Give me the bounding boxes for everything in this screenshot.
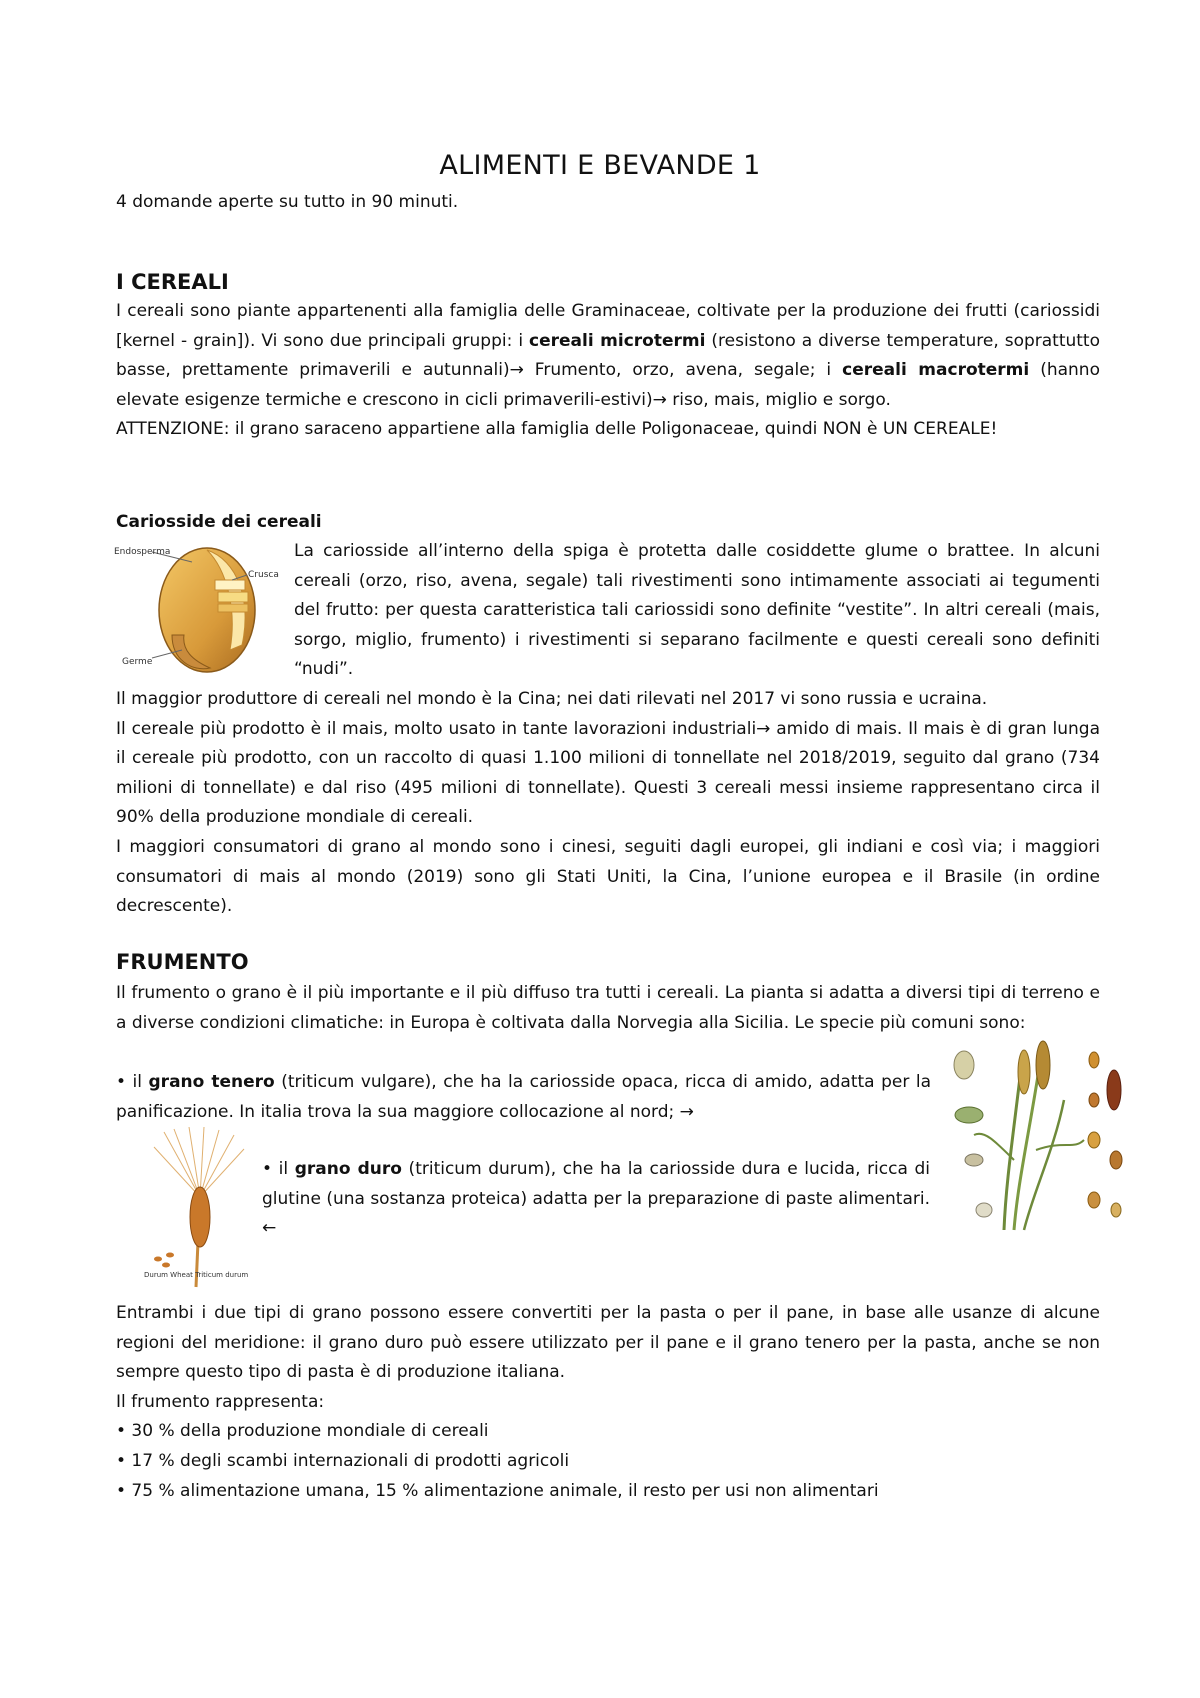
production-paragraph: Il cereale più prodotto è il mais, molto usato in tante lavorazioni industriali→ amido di mais. Il mais è di gran lunga il cereale più prodotto, con un raccolto di quasi 1.100 milioni di tonnellate nel 2018/2019, seguito dal grano (734 milioni di tonnellate) e dal riso (495 milioni di tonnellate). Questi 3 cereali messi insieme rappresentano circa il 90% della produzione mondiale di cereali. bbox=[116, 718, 1100, 828]
consumer-paragraph: I maggiori consumatori di grano al mondo sono i cinesi, seguiti dagli europei, gli indiani e così via; i maggiori consumatori di mais al mondo (2019) sono gli Stati Uniti, la Cina, l’unione europea e il Brasile (in ordine decrescente). bbox=[116, 836, 1100, 917]
cereali-definition bbox=[116, 297, 1100, 415]
attention-note: ATTENZIONE: il grano saraceno appartiene alla famiglia delle Poligonaceae, quindi NON è UN CEREALE! bbox=[116, 419, 998, 440]
label-crusca: Crusca bbox=[248, 570, 279, 580]
subheading-cariosside: Cariosside dei cereali bbox=[116, 512, 322, 532]
term-grano-tenero: grano tenero bbox=[148, 1072, 275, 1092]
page-title: ALIMENTI E BEVANDE 1 bbox=[439, 150, 761, 181]
frumento-intro: Il frumento o grano è il più importante e il più diffuso tra tutti i cereali. La pianta si adatta a diversi tipi di terreno e a diverse condizioni climatiche: in Europa è coltivata dalla Norvegia alla Sicilia. Le specie più comuni sono: bbox=[116, 983, 1100, 1033]
text-run: (triticum vulgare), che ha la cariosside opaca, ricca di amido, adatta per la panificazione. In italia trova la sua maggiore collocazione al nord; → bbox=[116, 1072, 931, 1122]
kernel-diagram bbox=[112, 540, 288, 675]
text-run: I cereali sono piante appartenenti alla famiglia delle Graminaceae, coltivate per la produzione dei frutti (cariossidi [kernel - grain]). Vi sono due principali gruppi: i bbox=[116, 301, 1100, 351]
cereali-stats bbox=[116, 685, 1100, 922]
term-microtermi: cereali microtermi bbox=[529, 330, 706, 351]
frumento-usage bbox=[116, 1299, 1100, 1506]
arrow-left-icon: ← bbox=[262, 1218, 277, 1239]
text-run: (hanno elevate esigenze termiche e crescono in cicli primaverili-estivi)→ riso, mais, miglio e sorgo. bbox=[116, 360, 1100, 410]
durum-caption: Durum Wheat Triticum durum bbox=[144, 1271, 249, 1279]
text-run: (resistono a diverse temperature, soprattutto basse, prettamente primaverili e autunnali)→ Frumento, orzo, avena, segale; i bbox=[116, 330, 1101, 381]
durum-wheat-illustration bbox=[144, 1127, 254, 1289]
stat-bullet: • 30 % della produzione mondiale di cereali bbox=[116, 1421, 489, 1442]
wheat-botanical-illustration bbox=[944, 1040, 1130, 1236]
represents-label: Il frumento rappresenta: bbox=[116, 1391, 325, 1412]
stat-bullet: • 75 % alimentazione umana, 15 % alimentazione animale, il resto per usi non alimentari bbox=[116, 1480, 879, 1501]
grano-tenero-item bbox=[116, 1068, 931, 1127]
producer-paragraph: Il maggior produttore di cereali nel mondo è la Cina; nei dati rilevati nel 2017 vi sono russia e ucraina. bbox=[116, 689, 988, 709]
usage-paragraph: Entrambi i due tipi di grano possono essere convertiti per la pasta o per il pane, in base alle usanze di alcune regioni del meridione: il grano duro può essere utilizzato per il pane e il grano tenero per la pasta, anche se non sempre questo tipo di pasta è di produzione italiana. bbox=[116, 1303, 1100, 1383]
stat-bullet: • 17 % degli scambi internazionali di prodotti agricoli bbox=[116, 1450, 570, 1471]
bullet: • il bbox=[262, 1159, 295, 1179]
page-subtitle: 4 domande aperte su tutto in 90 minuti. bbox=[116, 192, 459, 212]
grano-duro-item bbox=[262, 1155, 930, 1244]
term-grano-duro: grano duro bbox=[294, 1159, 402, 1179]
label-endosperma: Endosperma bbox=[114, 547, 171, 557]
label-germe: Germe bbox=[122, 657, 153, 667]
cereali-paragraph bbox=[116, 297, 1100, 445]
term-macrotermi: cereali macrotermi bbox=[842, 360, 1030, 381]
bullet: • il bbox=[116, 1072, 149, 1092]
section-heading-cereali: I CEREALI bbox=[116, 270, 229, 294]
cariosside-text: La cariosside all’interno della spiga è protetta dalle cosiddette glume o brattee. In alcuni cereali (orzo, riso, avena, segale) tali rivestimenti sono intimamente associati ai tegumenti del frutto: per questa caratteristica tali cariossidi sono definite “vestite”. In altri cereali (mais, sorgo, miglio, frumento) i rivestimenti si separano facilmente e questi cereali sono definiti “nudi”. bbox=[294, 541, 1100, 680]
section-heading-frumento: FRUMENTO bbox=[116, 950, 249, 974]
text-run: (triticum durum), che ha la cariosside dura e lucida, ricca di glutine (una sostanza proteica) adatta per la preparazione di paste alimentari. bbox=[262, 1159, 931, 1209]
